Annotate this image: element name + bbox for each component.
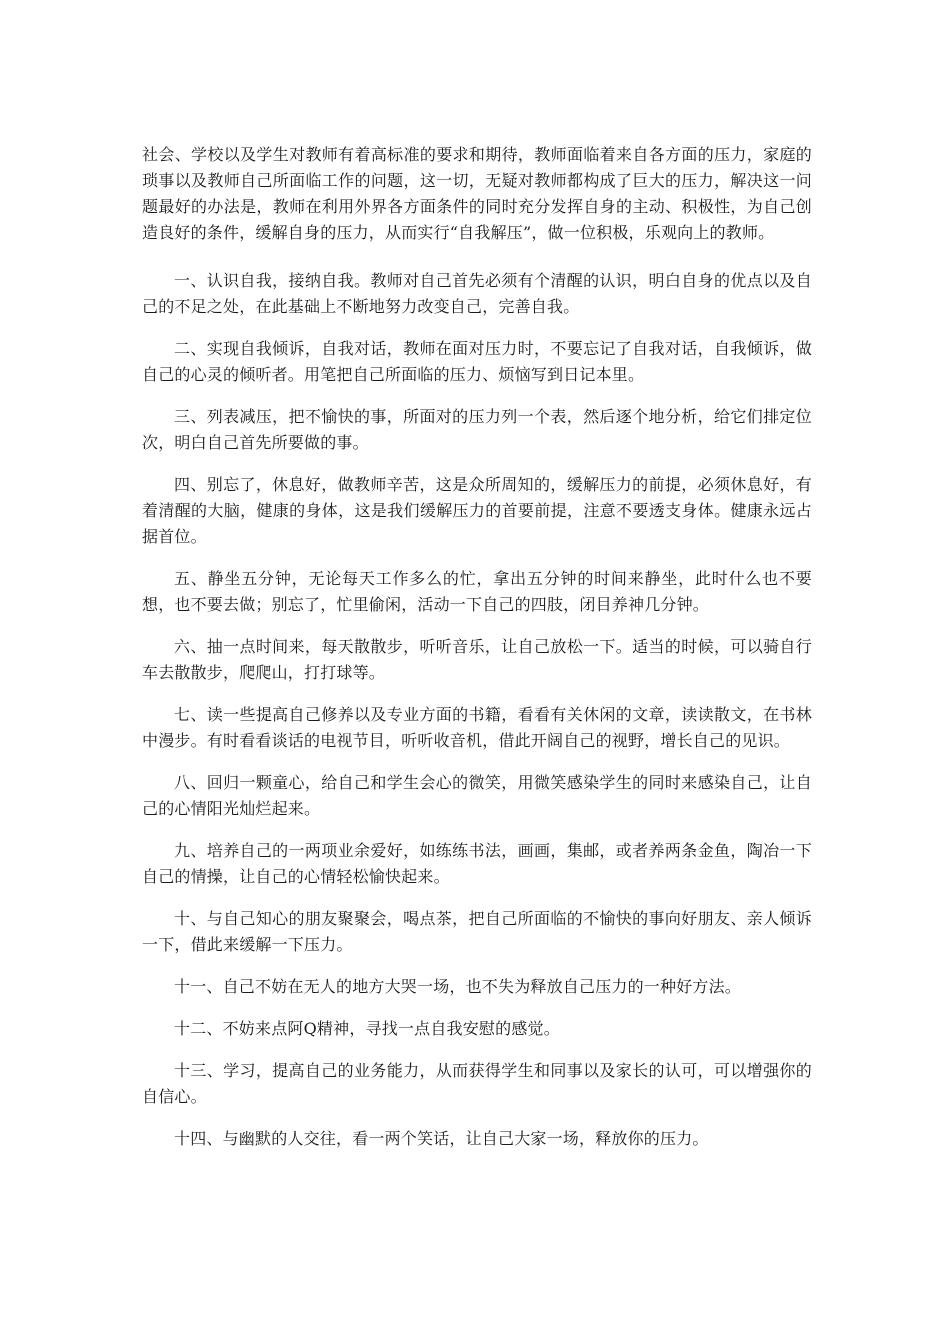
list-item: 十一、自己不妨在无人的地方大哭一场，也不失为释放自己压力的一种好方法。: [174, 977, 742, 996]
list-item: 四、别忘了，休息好，做教师辛苦，这是众所周知的，缓解压力的前提，必须休息好，有着清醒的大脑，健康的身体，这是我们缓解压力的首要前提，注意不要透支身体。健康永远占据首位。: [142, 475, 812, 546]
list-item: 十四、与幽默的人交往，看一两个笑话，让自己大家一场，释放你的压力。: [174, 1129, 709, 1148]
list-item: 二、实现自我倾诉，自我对话，教师在面对压力时，不要忘记了自我对话，自我倾诉，做自己的心灵的倾听者。用笔把自己所面临的压力、烦恼写到日记本里。: [142, 339, 812, 384]
list-item: 六、抽一点时间来，每天散散步，听听音乐，让自己放松一下。适当的时候，可以骑自行车去散散步，爬爬山，打打球等。: [142, 637, 812, 682]
list-item: 三、列表减压，把不愉快的事，所面对的压力列一个表，然后逐个地分析，给它们排定位次，明白自己首先所要做的事。: [142, 407, 812, 452]
list-item: 八、回归一颗童心，给自己和学生会心的微笑，用微笑感染学生的同时来感染自己，让自己的心情阳光灿烂起来。: [142, 773, 812, 818]
intro-paragraph: 社会、学校以及学生对教师有着高标准的要求和期待，教师面临着来自各方面的压力，家庭的琐事以及教师自己所面临工作的问题，这一切，无疑对教师都构成了巨大的压力，解决这一问题最好的办法是，教师在利用外界各方面条件的同时充分发挥自身的主动、积极性，为自己创造良好的条件，缓解自身的压力，从而实行“自我解压”，做一位积极，乐观向上的教师。: [142, 145, 812, 242]
list-item: 十、与自己知心的朋友聚聚会，喝点茶，把自己所面临的不愉快的事向好朋友、亲人倾诉一下，借此来缓解一下压力。: [142, 909, 812, 954]
list-item: 七、读一些提高自己修养以及专业方面的书籍，看看有关休闲的文章，读读散文，在书林中漫步。有时看看谈话的电视节目，听听收音机，借此开阔自己的视野，增长自己的见识。: [142, 705, 812, 750]
list-item: 五、静坐五分钟，无论每天工作多么的忙，拿出五分钟的时间来静坐，此时什么也不要想，也不要去做；别忘了，忙里偷闲，活动一下自己的四肢，闭目养神几分钟。: [142, 569, 812, 614]
list-item: 一、认识自我，接纳自我。教师对自己首先必须有个清醒的认识，明白自身的优点以及自己的不足之处，在此基础上不断地努力改变自己，完善自我。: [142, 271, 812, 316]
list-item: 十二、不妨来点阿Q精神，寻找一点自我安慰的感觉。: [174, 1019, 560, 1038]
document-body: [142, 142, 812, 1168]
list-item: 十三、学习，提高自己的业务能力，从而获得学生和同事以及家长的认可，可以增强你的自信心。: [142, 1061, 812, 1106]
list-item: 九、培养自己的一两项业余爱好，如练练书法，画画，集邮，或者养两条金鱼，陶冶一下自己的情操，让自己的心情轻松愉快起来。: [142, 841, 812, 886]
